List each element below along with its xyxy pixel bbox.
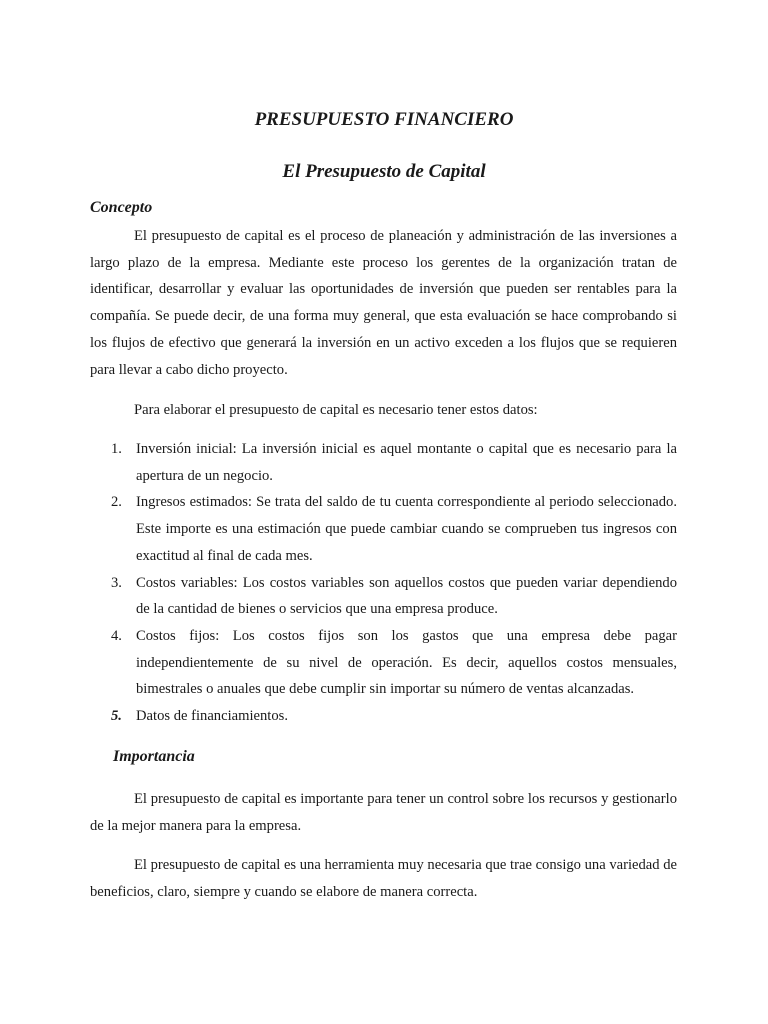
importancia-paragraph-1: El presupuesto de capital es importante para tener un control sobre los recursos y gestionarlo de la mejor manera para la empresa. — [90, 791, 677, 834]
list-item — [90, 570, 677, 623]
list-item-number: 1. — [111, 441, 122, 457]
section-heading-importancia: Importancia — [113, 748, 195, 765]
document-title: PRESUPUESTO FINANCIERO — [254, 109, 514, 130]
document-subtitle: El Presupuesto de Capital — [282, 161, 486, 182]
list-item — [90, 489, 677, 569]
datos-list — [90, 436, 677, 730]
list-item-text: Inversión inicial: La inversión inicial es aquel montante o capital que es necesario para la apertura de un negocio. — [136, 441, 677, 484]
concepto-paragraph: El presupuesto de capital es el proceso de planeación y administración de las inversiones a largo plazo de la empresa. Mediante este proceso los gerentes de la organización tratan de identificar, desarrollar y evaluar las oportunidades de inversión que pueden ser rentables para la compañía. Se puede decir, de una forma muy general, que esta evaluación se hace comprobando si los flujos de efectivo que generará la inversión en un activo exceden a los flujos que se requieren para llevar a cabo dicho proyecto. — [90, 228, 677, 378]
list-item-text: Costos variables: Los costos variables son aquellos costos que pueden variar dependiendo de la cantidad de bienes o servicios que una empresa produce. — [136, 574, 677, 618]
list-item-number: 5. — [111, 708, 122, 725]
list-item-number: 2. — [111, 494, 122, 511]
list-item — [90, 436, 677, 489]
list-item-number: 4. — [111, 627, 122, 644]
list-item — [90, 703, 677, 730]
list-item-text: Costos fijos: Los costos fijos son los gastos que una empresa debe pagar independientemente de su nivel de operación. Es decir, aquellos costos mensuales, bimestrales o anuales que debe cumplir sin importar su número de ventas alcanzadas. — [136, 627, 677, 698]
importancia-paragraph-2: El presupuesto de capital es una herramienta muy necesaria que trae consigo una variedad de beneficios, claro, siempre y cuando se elabore de manera correcta. — [90, 857, 677, 900]
list-item-text: Ingresos estimados: Se trata del saldo de tu cuenta correspondiente al periodo seleccionado. Este importe es una estimación que puede cambiar cuando se comprueben tus ingresos con exactitud al final de cada mes. — [136, 494, 677, 564]
section-heading-concepto: Concepto — [90, 199, 153, 216]
list-item — [90, 623, 677, 703]
list-item-text: Datos de financiamientos. — [136, 708, 288, 725]
list-item-number: 3. — [111, 574, 122, 591]
datos-intro-paragraph: Para elaborar el presupuesto de capital es necesario tener estos datos: — [134, 402, 538, 418]
